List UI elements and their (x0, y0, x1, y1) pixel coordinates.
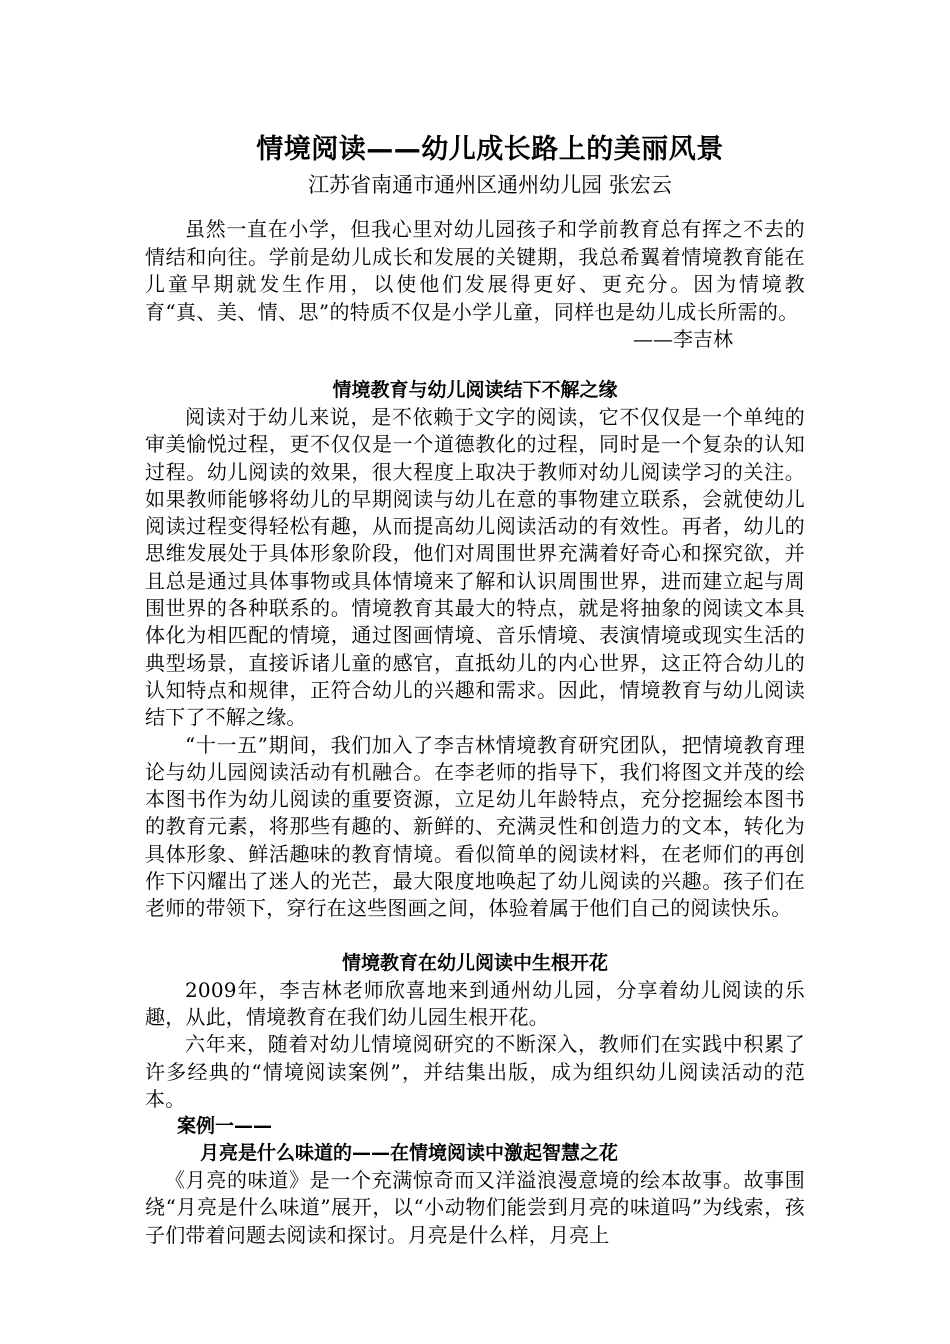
section1-paragraph-2: “十一五”期间，我们加入了李吉林情境教育研究团队，把情境教育理论与幼儿园阅读活动有机融合。在李老师的指导下，我们将图文并茂的绘本图书作为幼儿阅读的重要资源，立足幼儿年龄特点，充分挖掘绘本图书的教育元素，将那些有趣的、新鲜的、充满灵性和创造力的文本，转化为具体形象、鲜活趣味的教育情境。看似简单的阅读材料，在老师们的再创作下闪耀出了迷人的光芒，最大限度地唤起了幼儿阅读的兴趣。孩子们在老师的带领下，穿行在这些图画之间，体验着属于他们自己的阅读快乐。 (145, 732, 805, 921)
section-heading-2: 情境教育在幼儿阅读中生根开花 (341, 951, 608, 974)
author-line: 江苏省南通市通州区通州幼儿园 张宏云 (308, 173, 672, 197)
epigraph-text: 虽然一直在小学，但我心里对幼儿园孩子和学前教育总有挥之不去的情结和向往。学前是幼儿成长和发展的关键期，我总希翼着情境教育能在儿童早期就发生作用，以使他们发展得更好、更充分。因为情境教育“真、美、情、思”的特质不仅是小学儿童，同样也是幼儿成长所需的。 (145, 217, 805, 324)
section2-paragraph-1: 2009年，李吉林老师欣喜地来到通州幼儿园，分享着幼儿阅读的乐趣，从此，情境教育在我们幼儿园生根开花。 (145, 977, 805, 1029)
epigraph-signature: ——李吉林 (633, 327, 733, 351)
document-page (145, 130, 805, 1249)
case-title: 月亮是什么味道的——在情境阅读中激起智慧之花 (200, 1142, 619, 1165)
case-label: 案例一—— (177, 1115, 273, 1138)
epigraph (145, 216, 805, 326)
section-gap (145, 923, 805, 950)
document-title: 情境阅读——幼儿成长路上的美丽风景 (256, 134, 724, 165)
section-heading-1: 情境教育与幼儿阅读结下不解之缘 (332, 379, 618, 401)
section2-paragraph-2: 六年来，随着对幼儿情境阅研究的不断深入，教师们在实践中积累了许多经典的“情境阅读案例”，并结集出版，成为组织幼儿阅读活动的范本。 (145, 1032, 805, 1111)
case-paragraph: 《月亮的味道》是一个充满惊奇而又洋溢浪漫意境的绘本故事。故事围绕“月亮是什么味道”展开，以“小动物们能尝到月亮的味道吗”为线索，孩子们带着问题去阅读和探讨。月亮是什么样，月亮上 (145, 1168, 805, 1247)
section1-paragraph-1: 阅读对于幼儿来说，是不依赖于文字的阅读，它不仅仅是一个单纯的审美愉悦过程，更不仅仅是一个道德教化的过程，同时是一个复杂的认知过程。幼儿阅读的效果，很大程度上取决于教师对幼儿阅读学习的关注。如果教师能够将幼儿的早期阅读与幼儿在意的事物建立联系，会就使幼儿阅读过程变得轻松有趣，从而提高幼儿阅读活动的有效性。再者，幼儿的思维发展处于具体形象阶段，他们对周围世界充满着好奇心和探究欲，并且总是通过具体事物或具体情境来了解和认识周围世界，进而建立起与周围世界的各种联系的。情境教育其最大的特点，就是将抽象的阅读文本具体化为相匹配的情境，通过图画情境、音乐情境、表演情境或现实生活的典型场景，直接诉诸儿童的感官，直抵幼儿的内心世界，这正符合幼儿的认知特点和规律，正符合幼儿的兴趣和需求。因此，情境教育与幼儿阅读结下了不解之缘。 (145, 405, 805, 730)
